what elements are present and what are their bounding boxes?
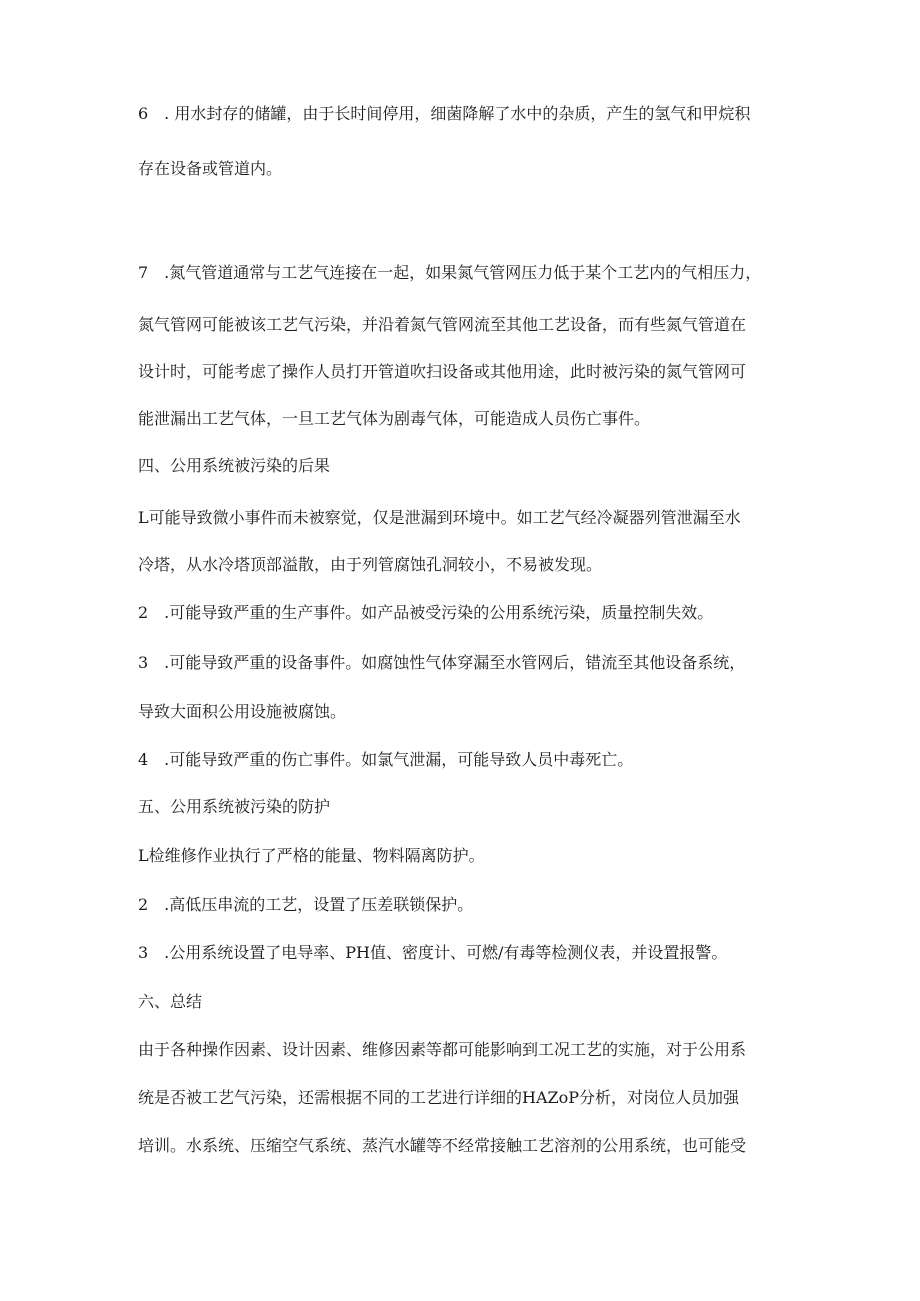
section-heading: 四、公用系统被污染的后果 [138, 456, 331, 475]
paragraph-line: 统是否被工艺气污染，还需根据不同的工艺进行详细的HAZoP分析，对岗位人员加强 [138, 1088, 740, 1107]
paragraph-line: 设计时，可能考虑了操作人员打开管道吹扫设备或其他用途，此时被污染的氮气管网可 [138, 362, 747, 381]
paragraph-line: 4 .可能导致严重的伤亡事件。如氯气泄漏，可能导致人员中毒死亡。 [138, 750, 634, 769]
paragraph-line: 导致大面积公用设施被腐蚀。 [138, 702, 347, 721]
paragraph-line: L可能导致微小事件而未被察觉，仅是泄漏到环境中。如工艺气经冷凝器列管泄漏至水 [138, 508, 741, 527]
paragraph-line: 6 . 用水封存的储罐，由于长时间停用，细菌降解了水中的杂质，产生的氢气和甲烷积 [138, 104, 751, 123]
paragraph-line: 3 .可能导致严重的设备事件。如腐蚀性气体穿漏至水管网后，错流至其他设备系统， [138, 653, 746, 672]
paragraph-line: 2 .可能导致严重的生产事件。如产品被受污染的公用系统污染，质量控制失效。 [138, 603, 714, 622]
paragraph-line: 7 .氮气管道通常与工艺气连接在一起，如果氮气管网压力低于某个工艺内的气相压力， [138, 263, 762, 282]
section-heading: 六、总结 [138, 992, 203, 1011]
paragraph-line: 冷塔，从水冷塔顶部溢散，由于列管腐蚀孔洞较小，不易被发现。 [138, 555, 603, 574]
paragraph-line: 由于各种操作因素、设计因素、维修因素等都可能影响到工况工艺的实施，对于公用系 [138, 1040, 747, 1059]
paragraph-line: L检维修作业执行了严格的能量、物料隔离防护。 [138, 846, 485, 865]
paragraph-line: 存在设备或管道内。 [138, 159, 283, 178]
paragraph-line: 3 .公用系统设置了电导率、PH值、密度计、可燃/有毒等检测仪表，并设置报警。 [138, 943, 728, 962]
paragraph-line: 能泄漏出工艺气体，一旦工艺气体为剧毒气体，可能造成人员伤亡事件。 [138, 409, 651, 428]
paragraph-line: 2 .高低压串流的工艺，设置了压差联锁保护。 [138, 895, 474, 914]
section-heading: 五、公用系统被污染的防护 [138, 797, 331, 816]
paragraph-line: 培训。水系统、压缩空气系统、蒸汽水罐等不经常接触工艺溶剂的公用系统，也可能受 [138, 1136, 747, 1155]
paragraph-line: 氮气管网可能被该工艺气污染，并沿着氮气管网流至其他工艺设备，而有些氮气管道在 [138, 315, 747, 334]
